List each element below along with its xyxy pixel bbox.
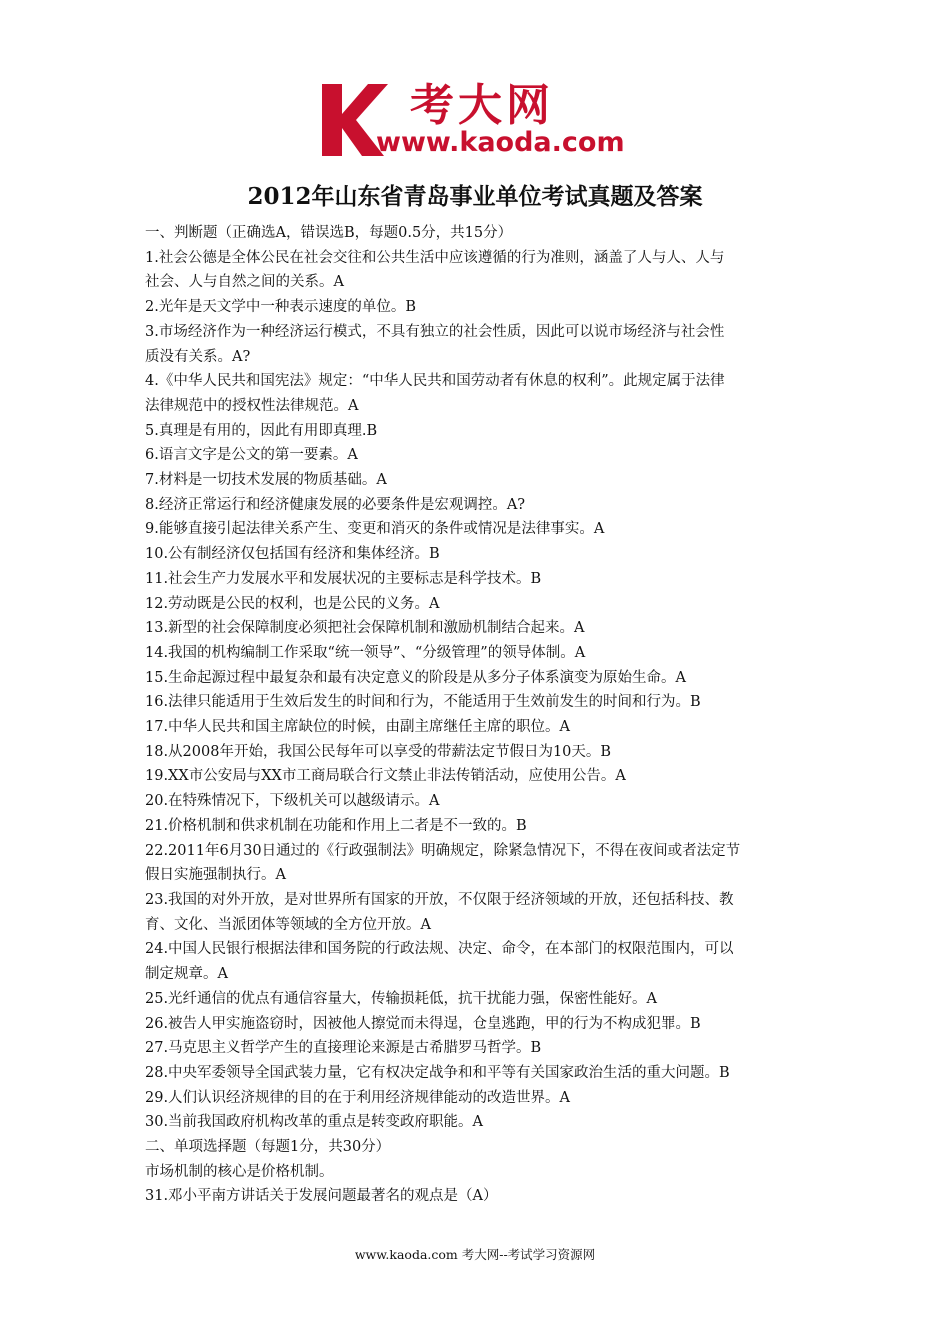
page-title: 2012年山东省青岛事业单位考试真题及答案 xyxy=(247,183,703,210)
text-line: 14.我国的机构编制工作采取“统一领导”、“分级管理”的领导体制。A xyxy=(145,644,586,661)
text-line: 25.光纤通信的优点有通信容量大，传输损耗低，抗干扰能力强，保密性能好。A xyxy=(145,990,658,1007)
text-line: 社会、人与自然之间的关系。A xyxy=(145,274,344,291)
text-line: 20.在特殊情况下，下级机关可以越级请示。A xyxy=(145,793,440,810)
text-line: 12.劳动既是公民的权利，也是公民的义务。A xyxy=(145,595,440,612)
text-line: 13.新型的社会保障制度必须把社会保障机制和激励机制结合起来。A xyxy=(145,620,585,637)
kaoda-logo xyxy=(318,80,638,160)
text-line: 11.社会生产力发展水平和发展状况的主要标志是科学技术。B xyxy=(145,570,542,587)
text-line: 24.中国人民银行根据法律和国务院的行政法规、决定、命令，在本部门的权限范围内，可以 xyxy=(145,941,734,958)
text-line: 28.中央军委领导全国武装力量，它有权决定战争和和平等有关国家政治生活的重大问题。B xyxy=(145,1064,730,1081)
text-line: 7.材料是一切技术发展的物质基础。A xyxy=(145,472,387,489)
text-line: 18.从2008年开始，我国公民每年可以享受的带薪法定节假日为10天。B xyxy=(145,743,612,760)
text-line: 2.光年是天文学中一种表示速度的单位。B xyxy=(145,299,416,316)
question-list xyxy=(145,221,815,1209)
text-line: 23.我国的对外开放，是对世界所有国家的开放，不仅限于经济领域的开放，还包括科技、教 xyxy=(145,891,734,908)
text-line: 19.XX市公安局与XX市工商局联合行文禁止非法传销活动，应使用公告。A xyxy=(145,768,626,785)
text-line: 4.《中华人民共和国宪法》规定：“中华人民共和国劳动者有休息的权利”。此规定属于法律 xyxy=(145,373,725,390)
text-line: 质没有关系。A? xyxy=(145,348,251,365)
text-line: 5.真理是有用的，因此有用即真理.B xyxy=(145,422,378,439)
text-line: 1.社会公德是全体公民在社会交往和公共生活中应该遵循的行为准则，涵盖了人与人、人与 xyxy=(145,249,725,266)
text-line: 二、单项选择题（每题1分，共30分） xyxy=(145,1139,391,1156)
logo-brand-name: 考大网 xyxy=(410,80,554,131)
text-line: 15.生命起源过程中最复杂和最有决定意义的阶段是从多分子体系演变为原始生命。A xyxy=(145,669,687,686)
text-line: 3.市场经济作为一种经济运行模式，不具有独立的社会性质，因此可以说市场经济与社会性 xyxy=(145,323,725,340)
text-line: 26.被告人甲实施盗窃时，因被他人擦觉而未得逞，仓皇逃跑，甲的行为不构成犯罪。B xyxy=(145,1015,701,1032)
text-line: 21.价格机制和供求机制在功能和作用上二者是不一致的。B xyxy=(145,817,527,834)
text-line: 29.人们认识经济规律的目的在于利用经济规律能动的改造世界。A xyxy=(145,1089,571,1106)
text-line: 16.法律只能适用于生效后发生的时间和行为，不能适用于生效前发生的时间和行为。B xyxy=(145,694,701,711)
text-line: 22.2011年6月30日通过的《行政强制法》明确规定，除紧急情况下，不得在夜间或者法定节 xyxy=(145,842,741,859)
text-line: 10.公有制经济仅包括国有经济和集体经济。B xyxy=(145,546,440,563)
text-line: 法律规范中的授权性法律规范。A xyxy=(145,397,359,414)
text-line: 市场机制的核心是价格机制。 xyxy=(145,1163,334,1180)
text-line: 17.中华人民共和国主席缺位的时候，由副主席继任主席的职位。A xyxy=(145,719,571,736)
text-line: 6.语言文字是公文的第一要素。A xyxy=(145,447,358,464)
text-line: 制定规章。A xyxy=(145,966,228,983)
text-line: 育、文化、当派团体等领域的全方位开放。A xyxy=(145,916,431,933)
text-line: 9.能够直接引起法律关系产生、变更和消灭的条件或情况是法律事实。A xyxy=(145,521,605,538)
logo-url: www.kaoda.com xyxy=(376,127,625,158)
text-line: 8.经济正常运行和经济健康发展的必要条件是宏观调控。A? xyxy=(145,496,526,513)
text-line: 假日实施强制执行。A xyxy=(145,867,286,884)
text-line: 27.马克思主义哲学产生的直接理论来源是古希腊罗马哲学。B xyxy=(145,1040,542,1057)
page-footer: www.kaoda.com 考大网--考试学习资源网 xyxy=(354,1247,596,1262)
text-line: 30.当前我国政府机构改革的重点是转变政府职能。A xyxy=(145,1114,484,1131)
text-line: 31.邓小平南方讲话关于发展问题最著名的观点是（A） xyxy=(145,1188,498,1205)
text-line: 一、判断题（正确选A，错误选B，每题0.5分，共15分） xyxy=(145,225,513,241)
